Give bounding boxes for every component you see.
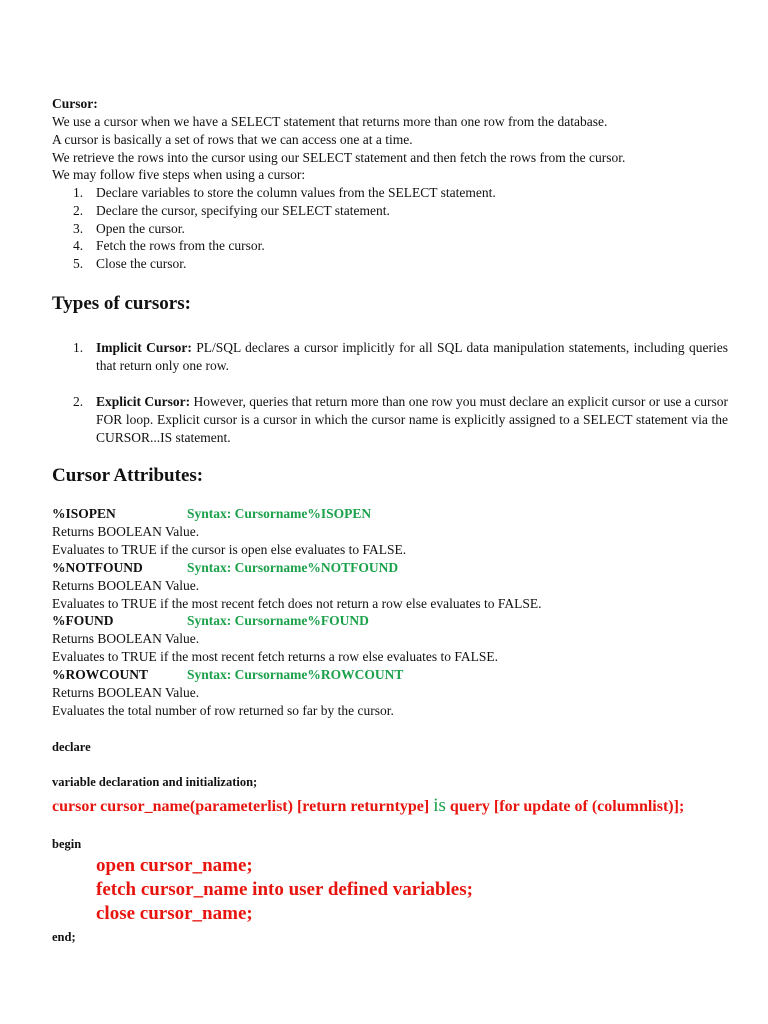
step-number: 3.	[73, 221, 84, 236]
code-end: end;	[52, 930, 76, 944]
type-number: 2.	[73, 394, 84, 409]
attribute-syntax: Syntax: Cursorname%FOUND	[187, 613, 369, 628]
attribute-returns: Returns BOOLEAN Value.	[52, 685, 200, 700]
code-cursor-decl	[52, 796, 684, 817]
types-heading: Types of cursors:	[52, 293, 191, 314]
cursor-heading: Cursor:	[52, 96, 98, 111]
step-text: Fetch the rows from the cursor.	[96, 238, 265, 253]
type-number: 1.	[73, 340, 84, 355]
code-close: close cursor_name;	[96, 903, 253, 924]
type-item	[96, 339, 728, 375]
step-number: 5.	[73, 256, 84, 271]
attribute-desc: Evaluates the total number of row returned so far by the cursor.	[52, 703, 394, 718]
step-text: Declare variables to store the column values from the SELECT statement.	[96, 185, 496, 200]
attribute-syntax: Syntax: Cursorname%ROWCOUNT	[187, 667, 404, 682]
type-item	[96, 393, 728, 447]
attribute-desc: Evaluates to TRUE if the most recent fetch returns a row else evaluates to FALSE.	[52, 649, 498, 664]
code-begin: begin	[52, 837, 82, 851]
attribute-name: %NOTFOUND	[52, 560, 143, 575]
type-text: However, queries that return more than one row you must declare an explicit cursor or use a cursor FOR loop. Explicit cursor is a cursor in which the cursor name is explicitly assigned to a SELECT statement via the CURSOR...IS statement.	[96, 394, 728, 445]
step-number: 4.	[73, 238, 84, 253]
attribute-desc: Evaluates to TRUE if the most recent fetch does not return a row else evaluates to FALSE.	[52, 596, 542, 611]
attribute-syntax: Syntax: Cursorname%ISOPEN	[187, 506, 372, 521]
intro-line: We retrieve the rows into the cursor using our SELECT statement and then fetch the rows from the cursor.	[52, 150, 626, 165]
type-text: PL/SQL declares a cursor implicitly for all SQL data manipulation statements, including queries that return only one row.	[96, 340, 728, 373]
attribute-returns: Returns BOOLEAN Value.	[52, 578, 200, 593]
code-cursor-part: query [for update of (columnlist)];	[445, 798, 685, 815]
step-text: Declare the cursor, specifying our SELECT statement.	[96, 203, 390, 218]
code-open: open cursor_name;	[96, 855, 253, 876]
attribute-returns: Returns BOOLEAN Value.	[52, 524, 200, 539]
step-number: 1.	[73, 185, 84, 200]
attribute-name: %FOUND	[52, 613, 114, 628]
intro-line: We may follow five steps when using a cursor:	[52, 167, 306, 182]
attributes-heading: Cursor Attributes:	[52, 465, 204, 486]
attribute-syntax: Syntax: Cursorname%NOTFOUND	[187, 560, 399, 575]
code-declare: declare	[52, 740, 91, 754]
intro-line: We use a cursor when we have a SELECT statement that returns more than one row from the database.	[52, 114, 608, 129]
code-is-keyword: is	[433, 795, 446, 816]
attribute-desc: Evaluates to TRUE if the cursor is open else evaluates to FALSE.	[52, 542, 407, 557]
attribute-name: %ISOPEN	[52, 506, 116, 521]
intro-line: A cursor is basically a set of rows that we can access one at a time.	[52, 132, 413, 147]
code-var-decl: variable declaration and initialization;	[52, 775, 258, 789]
attribute-name: %ROWCOUNT	[52, 667, 149, 682]
code-cursor-part: cursor cursor_name(parameterlist) [return returntype]	[52, 798, 434, 815]
step-text: Close the cursor.	[96, 256, 187, 271]
attribute-returns: Returns BOOLEAN Value.	[52, 631, 200, 646]
type-term: Implicit Cursor:	[96, 340, 192, 355]
type-term: Explicit Cursor:	[96, 394, 191, 409]
code-fetch: fetch cursor_name into user defined variables;	[96, 879, 473, 900]
step-number: 2.	[73, 203, 84, 218]
step-text: Open the cursor.	[96, 221, 185, 236]
